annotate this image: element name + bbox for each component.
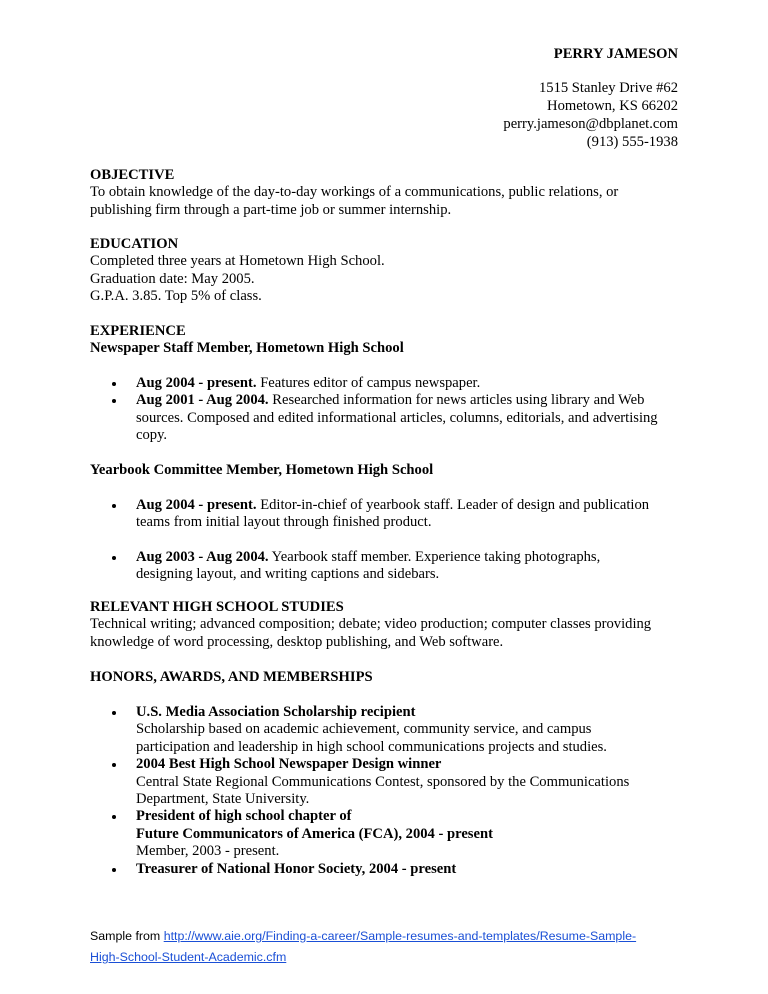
applicant-name: PERRY JAMESON xyxy=(553,46,678,62)
section-heading: EXPERIENCE xyxy=(90,323,186,339)
honor-text: Member, 2003 - present. xyxy=(136,843,280,860)
bullet-icon xyxy=(112,399,116,403)
item-date: Aug 2003 - Aug 2004. xyxy=(136,548,269,565)
item-text: Features editor of campus newspaper. xyxy=(256,375,481,391)
bullet-icon xyxy=(112,504,116,508)
honor-title: 2004 Best High School Newspaper Design winner xyxy=(136,756,442,773)
list-item xyxy=(90,861,678,878)
studies-section xyxy=(90,599,678,651)
bullet-icon xyxy=(112,711,116,715)
yearbook-duties xyxy=(90,497,678,584)
item-text: designing layout, and writing captions and sidebars. xyxy=(136,566,440,583)
item-text: sources. Composed and edited informational articles, columns, editorials, and advertising xyxy=(136,409,658,426)
honors-section xyxy=(90,669,678,686)
objective-line: To obtain knowledge of the day-to-day workings of a communications, public relations, or xyxy=(90,184,619,201)
section-heading: OBJECTIVE xyxy=(90,167,175,183)
footer-prefix: Sample from xyxy=(90,929,164,943)
list-item xyxy=(90,756,678,808)
list-item xyxy=(90,549,678,584)
studies-line: knowledge of word processing, desktop publishing, and Web software. xyxy=(90,633,504,650)
email-address: perry.jameson@dbplanet.com xyxy=(503,116,678,132)
studies-line: Technical writing; advanced composition; debate; video production; computer classes providing xyxy=(90,616,652,633)
honor-text: participation and leadership in high school communications projects and studies. xyxy=(136,738,607,755)
item-text: Researched information for news articles using library and Web xyxy=(268,392,645,409)
source-link-continued[interactable]: High-School-Student-Academic.cfm xyxy=(90,950,287,964)
honor-text: Department, State University. xyxy=(136,791,310,808)
item-date: Aug 2004 - present. xyxy=(136,375,257,391)
honor-title: President of high school chapter of xyxy=(136,808,352,825)
experience-section xyxy=(90,323,678,358)
objective-line: publishing firm through a part-time job or summer internship. xyxy=(90,201,452,218)
source-link[interactable]: http://www.aie.org/Finding-a-career/Sample-resumes-and-templates/Resume-Sample- xyxy=(163,929,637,943)
newspaper-duties xyxy=(90,375,678,445)
honor-text: Scholarship based on academic achievement, community service, and campus xyxy=(136,721,592,738)
item-text: copy. xyxy=(136,427,168,444)
address-line-2: Hometown, KS 66202 xyxy=(547,98,678,114)
address-line-1: 1515 Stanley Drive #62 xyxy=(538,80,678,96)
list-item xyxy=(90,704,678,756)
phone-number: (913) 555-1938 xyxy=(586,134,678,150)
item-date: Aug 2004 - present. xyxy=(136,497,257,513)
bullet-icon xyxy=(112,556,116,560)
objective-section xyxy=(90,167,678,219)
item-text: teams from initial layout through finished product. xyxy=(136,514,432,531)
contact-block xyxy=(90,79,678,151)
item-text: Yearbook staff member. Experience taking photographs, xyxy=(268,548,601,565)
honors-list xyxy=(90,704,678,878)
bullet-icon xyxy=(112,868,116,872)
list-item xyxy=(90,392,678,444)
source-footer xyxy=(90,926,690,968)
education-line: Graduation date: May 2005. xyxy=(90,270,255,287)
list-item xyxy=(90,375,678,392)
contact-header xyxy=(90,46,678,151)
honor-title: U.S. Media Association Scholarship recipient xyxy=(136,704,416,720)
section-heading: EDUCATION xyxy=(90,236,179,252)
job-title: Newspaper Staff Member, Hometown High School xyxy=(90,340,404,357)
honor-text: Central State Regional Communications Contest, sponsored by the Communications xyxy=(136,773,630,790)
section-heading: RELEVANT HIGH SCHOOL STUDIES xyxy=(90,599,344,615)
item-date: Aug 2001 - Aug 2004. xyxy=(136,392,269,409)
yearbook-job xyxy=(90,462,678,479)
education-section xyxy=(90,236,678,306)
section-heading: HONORS, AWARDS, AND MEMBERSHIPS xyxy=(90,669,373,685)
job-title: Yearbook Committee Member, Hometown High School xyxy=(90,462,434,478)
bullet-icon xyxy=(112,382,116,386)
item-text: Editor-in-chief of yearbook staff. Leader of design and publication xyxy=(256,497,650,513)
education-line: G.P.A. 3.85. Top 5% of class. xyxy=(90,288,262,305)
education-line: Completed three years at Hometown High School. xyxy=(90,253,385,270)
list-item xyxy=(90,808,678,860)
honor-title: Future Communicators of America (FCA), 2004 - present xyxy=(136,825,493,842)
honor-title: Treasurer of National Honor Society, 2004 - present xyxy=(136,860,457,877)
list-item xyxy=(90,497,678,532)
bullet-icon xyxy=(112,815,116,819)
bullet-icon xyxy=(112,763,116,767)
